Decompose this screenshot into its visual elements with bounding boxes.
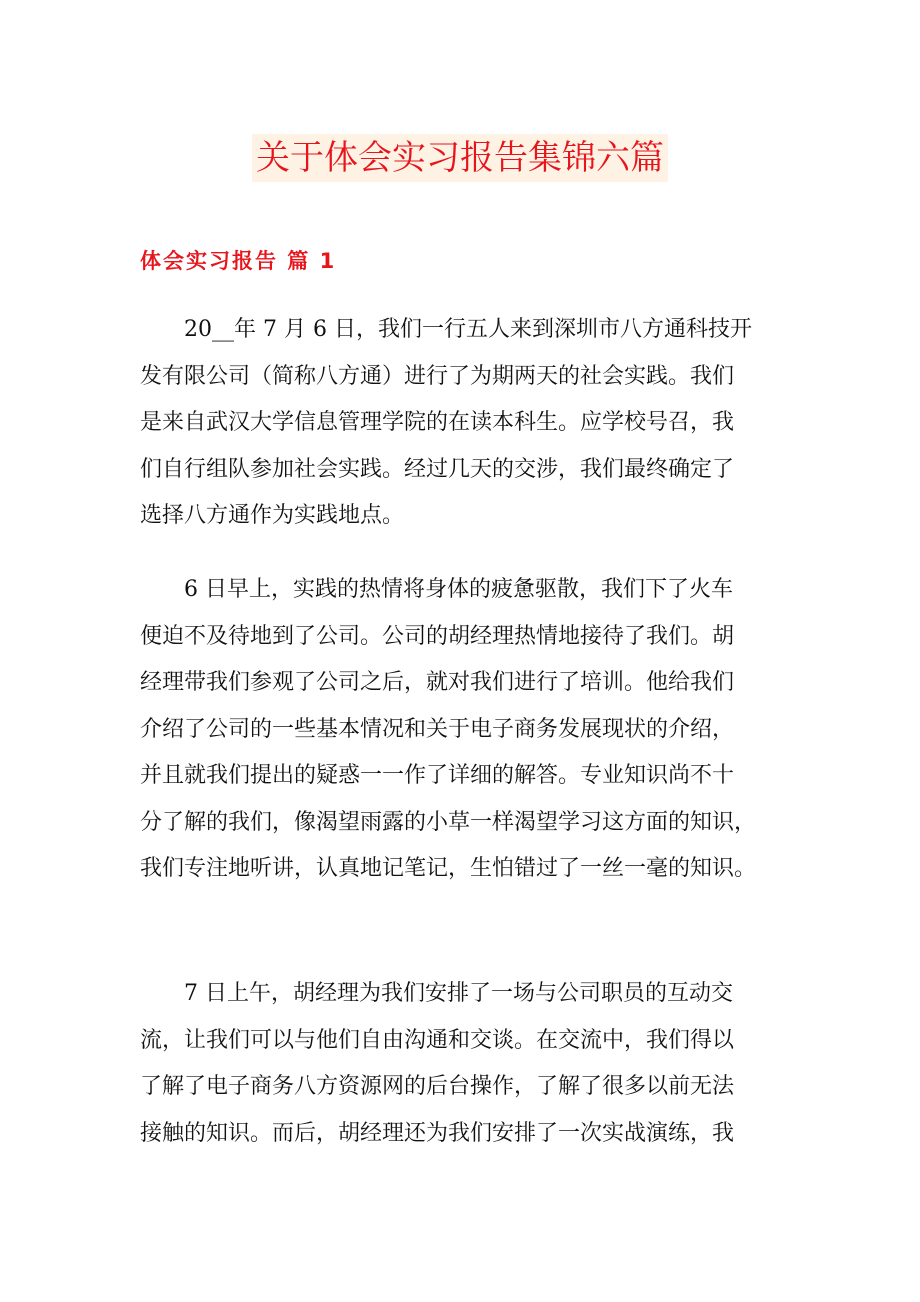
paragraph-1 (140, 307, 780, 540)
paragraph-line: 接触的知识。而后，胡经理还为我们安排了一次实战演练，我 (140, 1120, 735, 1146)
paragraph-line: 经理带我们参观了公司之后，就对我们进行了培训。他给我们 (140, 670, 735, 695)
paragraph-2 (140, 567, 780, 893)
paragraph-line: 们自行组队参加社会实践。经过几天的交涉，我们最终确定了 (140, 456, 735, 482)
paragraph-line: 并且就我们提出的疑惑一一作了详细的解答。专业知识尚不十 (140, 763, 735, 788)
paragraph-line: 流，让我们可以与他们自由沟通和交谈。在交流中，我们得以 (140, 1027, 735, 1053)
paragraph-line: 6 日早上，实践的热情将身体的疲惫驱散，我们下了火车 (184, 577, 733, 602)
paragraph-line: 7 日上午，胡经理为我们安排了一场与公司职员的互动交 (184, 981, 733, 1006)
paragraph-line: 是来自武汉大学信息管理学院的在读本科生。应学校号召，我 (140, 410, 735, 435)
paragraph-3 (140, 971, 780, 1157)
page-title: 关于体会实习报告集锦六篇 (252, 134, 668, 182)
paragraph-line: 分了解的我们，像渴望雨露的小草一样渴望学习这方面的知识， (140, 809, 757, 835)
paragraph-line: 介绍了公司的一些基本情况和关于电子商务发展现状的介绍， (140, 716, 735, 742)
paragraph-line: 了解了电子商务八方资源网的后台操作，了解了很多以前无法 (140, 1074, 735, 1099)
paragraph-line: 20__年 7 月 6 日，我们一行五人来到深圳市八方通科技开 (184, 317, 752, 342)
paragraph-line: 选择八方通作为实践地点。 (140, 503, 405, 528)
paragraph-line: 便迫不及待地到了公司。公司的胡经理热情地接待了我们。胡 (140, 623, 735, 649)
paragraph-line: 发有限公司（简称八方通）进行了为期两天的社会实践。我们 (140, 363, 735, 389)
title-container (0, 134, 920, 182)
paragraph-line: 我们专注地听讲，认真地记笔记，生怕错过了一丝一毫的知识。 (140, 856, 757, 881)
section-heading: 体会实习报告 篇 1 (140, 249, 337, 273)
